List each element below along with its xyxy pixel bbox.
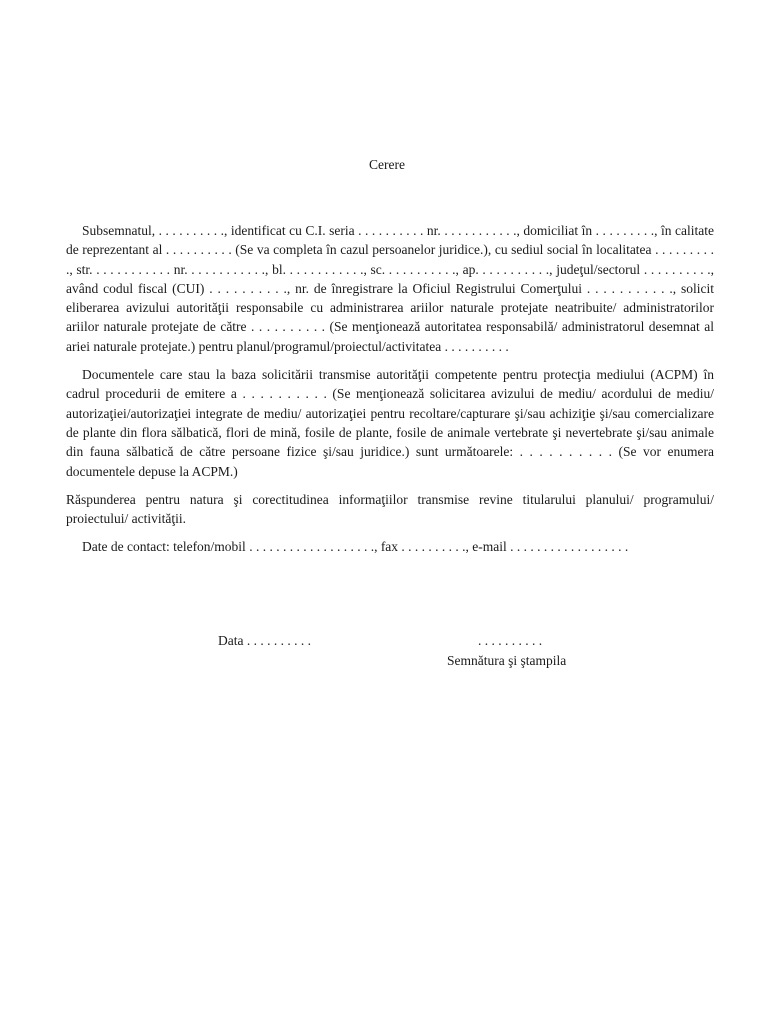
document-title: Cerere [369, 157, 405, 172]
paragraph-applicant-details: Subsemnatul, . . . . . . . . . ., identificat cu C.I. seria . . . . . . . . . . nr. . . . . . . . . . . ., domiciliat în . . . . . . . . ., în calitate de reprezentant al . . . . . . . . . . (Se va completa în cazul persoanelor juridice.), cu sediul social în localitatea . . . . . . . . . ., str. . . . . . . . . . . . nr. . . . . . . . . . . ., bl. . . . . . . . . . . ., sc. . . . . . . . . . ., ap. . . . . . . . . . ., judeţul/sectorul . . . . . . . . . ., având codul fiscal (CUI) . . . . . . . . . ., nr. de înregistrare la Oficiul Registrului Comerţului . . . . . . . . . . ., solicit eliberarea avizului autorităţii responsabile cu administrarea ariilor naturale protejate neatribuite/ administratorilor ariilor naturale protejate de către . . . . . . . . . . (Se menţionează autoritatea responsabilă/ administratorul desemnat al ariei naturale protejate.) pentru planul/programul/proiectul/activitatea . . . . . . . . . . [66, 223, 714, 354]
signature-line: . . . . . . . . . . [478, 633, 543, 648]
paragraph-responsibility: Răspunderea pentru natura şi corectitudinea informaţiilor transmise revine titularului planului/ programului/ proiectului/ activităţii. [66, 491, 714, 527]
document-body [66, 221, 714, 557]
paragraph-documents: Documentele care stau la baza solicitării transmise autorităţii competente pentru protecţia mediului (ACPM) în cadrul procedurii de emitere a . . . . . . . . . . (Se menţionează solicitarea avizului de mediu/ acordului de mediu/ autorizaţiei/autorizaţiei integrate de mediu/ autorizaţiei pentru recoltare/capturare şi/sau achiziţie şi/sau comercializare de plante din flora sălbatică, flori de mină, fosile de plante, fosile de animale vertebrate şi nevertebrate şi/sau animale din fauna sălbatică de către persoane fizice şi/sau juridice.) sunt următoarele: . . . . . . . . . . (Se vor enumera documentele depuse la ACPM.) [66, 367, 714, 479]
date-field: Data . . . . . . . . . . [218, 633, 311, 648]
signature-label: Semnătura şi ştampila [447, 653, 567, 668]
paragraph-contact: Date de contact: telefon/mobil . . . . . . . . . . . . . . . . . . ., fax . . . . . . . . . ., e-mail . . . . . . . . . . . . . . . . . . [82, 539, 629, 555]
